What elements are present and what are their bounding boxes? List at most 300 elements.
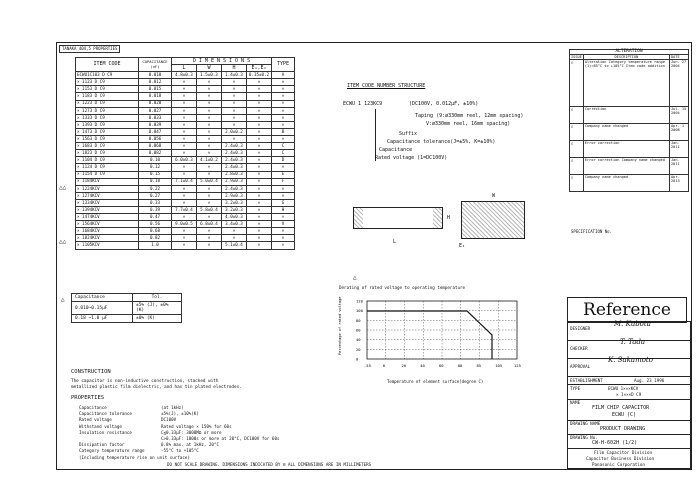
structure-code-note: (DC100V, 0.012µF, ±10%)	[409, 101, 479, 107]
dimension-cell: ×	[247, 221, 272, 228]
dimension-cell: 0.27	[139, 192, 172, 199]
dimension-cell: ×	[197, 107, 222, 114]
dimension-cell: D	[272, 157, 295, 164]
dimension-cell: ×	[247, 242, 272, 249]
structure-suffix: Suffix	[399, 131, 418, 137]
item-code-cell: × 1224KCV	[76, 185, 139, 192]
revision-marker: △	[353, 274, 357, 281]
alt-date: Jul. 15 2004	[670, 107, 689, 124]
item-code-cell: × 1474KCV	[76, 214, 139, 221]
dimension-cell: ×	[272, 100, 295, 107]
col-dimensions: D I M E N S I O N S	[172, 58, 272, 65]
tol-row-2-cap: 0.18 ~1.0 µF	[72, 315, 133, 323]
property-value: ±5%(J), ±10%(K)	[161, 411, 199, 417]
dimension-cell: ×	[222, 100, 247, 107]
dimension-cell: 0.82	[139, 235, 172, 242]
dimension-cell: 0.068	[139, 143, 172, 150]
dimension-cell: ×	[222, 114, 247, 121]
dimension-cell: A	[272, 72, 295, 79]
dimension-cell: 0.22	[139, 185, 172, 192]
dimension-cell: 2.9±0.3	[222, 192, 247, 199]
alt-col-issue: ISSUE	[571, 55, 582, 59]
dimension-cell: ×	[172, 150, 197, 157]
dimension-cell: 0.020	[139, 100, 172, 107]
dimension-cell: ×	[272, 214, 295, 221]
dimension-cell: ×	[197, 86, 222, 93]
item-code-cell: × 1824KCV	[76, 235, 139, 242]
dimension-cell: ×	[222, 107, 247, 114]
dimension-cell: ×	[172, 171, 197, 178]
tol-row-1-cap: 0.010~0.15µF	[72, 302, 133, 315]
dimension-cell: ×	[272, 242, 295, 249]
company-line-2: Capacitor Business Division	[586, 456, 655, 461]
dimension-cell: ×	[247, 93, 272, 100]
dimension-cell: ×	[172, 86, 197, 93]
dimension-cell: ×	[197, 214, 222, 221]
dimension-cell: ×	[197, 128, 222, 135]
property-label: Withstand voltage	[79, 423, 122, 429]
property-value: C>0.33µF: 1000s or more at 20°C, DC100V for 60s	[161, 436, 280, 441]
revision-marker: △△	[59, 238, 67, 245]
dimension-row	[76, 178, 295, 185]
dimension-cell: 0.039	[139, 121, 172, 128]
dimension-row	[76, 171, 295, 178]
alteration-row	[570, 60, 689, 107]
dim-label-w: W	[492, 193, 496, 199]
property-label: (Including temperature rise on unit surface)	[79, 454, 190, 460]
dimension-cell: 0.47	[139, 214, 172, 221]
dimension-cell: 6.8±0.4	[197, 221, 222, 228]
dimension-cell: ×	[247, 178, 272, 185]
dimension-cell: 0.12	[139, 164, 172, 171]
dimension-cell: ×	[272, 235, 295, 242]
dimension-cell: ×	[222, 79, 247, 86]
dimension-cell: E	[272, 171, 295, 178]
dimension-cell: ×	[172, 79, 197, 86]
col-w: W	[197, 65, 222, 72]
tol-row-1-tol: ±5% (J), ±0% (K)	[133, 302, 182, 315]
item-code-cell: × 1394KCV	[76, 206, 139, 213]
dimension-cell: ×	[247, 228, 272, 235]
dimension-cell: G	[272, 199, 295, 206]
dimension-cell: V	[272, 221, 295, 228]
dimension-cell: ×	[197, 192, 222, 199]
item-code-cell: × 1823 D C9	[76, 150, 139, 157]
dimension-cell: 2.4±0.3	[222, 164, 247, 171]
graph-xtick: 20	[401, 363, 407, 368]
checker-label: CHECKER	[570, 346, 588, 351]
dimension-cell: 0.033	[139, 114, 172, 121]
dimension-cell: 0.015	[139, 86, 172, 93]
dimension-row	[76, 164, 295, 171]
dimension-cell: 2.4±0.3	[222, 157, 247, 164]
product-name-2: ECWU (C)	[612, 412, 637, 418]
dimension-cell: 4.0±0.3	[222, 214, 247, 221]
item-code-cell: × 1564KCV	[76, 221, 139, 228]
dimension-row	[76, 72, 295, 79]
alt-date: Apr. 1 2008	[670, 124, 689, 141]
tolerance-table	[71, 293, 182, 323]
dimension-cell: ×	[197, 143, 222, 150]
dimension-cell: ×	[272, 164, 295, 171]
drawing-number-label: DRAWING No.	[570, 435, 598, 440]
item-code-cell: × 1104 D C9	[76, 157, 139, 164]
property-label: Capacitance tolerance	[79, 411, 132, 417]
dimension-cell: ×	[247, 185, 272, 192]
dimension-row	[76, 235, 295, 242]
checker-signature: T. Tada	[620, 338, 646, 346]
dimension-row	[76, 199, 295, 206]
dimension-cell: ×	[272, 93, 295, 100]
dimension-cell: 0.010	[139, 72, 172, 79]
property-label: Insulation resistance	[79, 429, 132, 435]
dimension-table	[75, 57, 295, 250]
graph-xtick: 125	[514, 363, 521, 368]
dimension-cell: 6.0±0.3	[172, 157, 197, 164]
item-code-cell: × 1473 D C9	[76, 128, 139, 135]
dimension-cell: ×	[197, 185, 222, 192]
dimension-cell: ×	[247, 136, 272, 143]
dimension-cell: 2.4±0.3	[222, 185, 247, 192]
tol-head-tol: Tol.	[133, 294, 182, 302]
item-code-cell: × 1334KCV	[76, 199, 139, 206]
dimension-cell: ×	[247, 206, 272, 213]
dimension-cell: 1.0	[139, 242, 172, 249]
dimension-row	[76, 157, 295, 164]
dimension-row	[76, 228, 295, 235]
revision-marker: △	[61, 296, 65, 303]
dimension-cell: 0.10	[139, 157, 172, 164]
designer-label: DESIGNER	[570, 326, 591, 331]
structure-title: ITEM CODE NUMBER STRUCTURE	[347, 83, 426, 89]
dimension-cell: ×	[172, 143, 197, 150]
graph-title: Derating of rated voltage to operating temperature	[339, 285, 466, 290]
alt-date: Jun. 27 2004	[670, 60, 689, 107]
dimension-cell: ×	[247, 79, 272, 86]
dimension-cell: 2.8±0.3	[222, 171, 247, 178]
dimension-cell: 5.1±0.4	[222, 242, 247, 249]
dimension-cell: ×	[172, 107, 197, 114]
graph-xtick: 105	[495, 363, 503, 368]
dimension-cell: ×	[272, 79, 295, 86]
dimension-cell: ×	[272, 185, 295, 192]
graph-xtick: 85	[476, 363, 482, 368]
alteration-row	[570, 175, 689, 192]
dimension-cell: ×	[272, 192, 295, 199]
dimension-cell: ×	[197, 164, 222, 171]
dimension-cell: ×	[247, 114, 272, 121]
dimension-row	[76, 107, 295, 114]
dimension-cell: 4.1±0.2	[197, 157, 222, 164]
property-label: Dissipation factor	[79, 442, 125, 448]
part-side-view	[353, 207, 443, 229]
dimension-row	[76, 136, 295, 143]
alt-issue: △	[570, 141, 584, 158]
structure-taping-1: Taping (9:ø330mm reel, 12mm spacing)	[415, 113, 524, 119]
reference-stamp: Reference	[567, 297, 687, 323]
drawing-name: PRODUCT DRAWING	[600, 426, 646, 432]
dimension-cell: ×	[197, 93, 222, 100]
alt-issue: △	[570, 124, 584, 141]
dimension-cell: 1.5±0.3	[197, 72, 222, 79]
drawing-number: CW-H-602H (1/2)	[592, 440, 638, 446]
property-value: 0.8% max. at 1kHz, 20°C	[161, 442, 219, 448]
dimension-cell: ×	[247, 192, 272, 199]
graph-xtick: 80	[457, 363, 463, 368]
dimension-cell: 0.027	[139, 107, 172, 114]
col-capacitance: CAPACITANCE (nF)	[139, 58, 172, 72]
alteration-row	[570, 158, 689, 175]
dimension-cell: ×	[247, 214, 272, 221]
alt-description: Correction	[583, 107, 669, 124]
item-code-cell: × 1563 D C9	[76, 136, 139, 143]
tol-head-cap: Capacitance	[72, 294, 133, 302]
col-item-code: ITEM CODE	[76, 58, 139, 72]
type-value-1: ECWU 1×××KCV	[608, 386, 639, 391]
item-code-cell: × 1154 D C9	[76, 171, 139, 178]
dimension-cell: 0.18	[139, 178, 172, 185]
dimension-cell: ×	[197, 114, 222, 121]
dimension-cell: 0.35±0.2	[247, 72, 272, 79]
dimension-cell: ×	[247, 86, 272, 93]
alteration-table	[569, 49, 689, 192]
dimension-row	[76, 100, 295, 107]
item-code-cell: × 1393 D C9	[76, 121, 139, 128]
dimension-cell: 4.8±0.3	[172, 72, 197, 79]
alt-col-date: DATE	[670, 55, 689, 60]
dimension-cell: ×	[197, 235, 222, 242]
alt-description: Alteration Category temperature range (1)=85°C to +105°C Item code addition	[583, 60, 669, 107]
dimension-cell: ×	[197, 79, 222, 86]
property-value: C≦0.33µF: 3000MΩ or more	[161, 429, 222, 435]
dimension-cell: 2.9±0.3	[222, 178, 247, 185]
dimension-row	[76, 206, 295, 213]
alt-date: Apr. 2013	[670, 175, 689, 192]
dimension-cell: ×	[172, 185, 197, 192]
dimension-cell: B	[272, 128, 295, 135]
alt-date: Jan. 2011	[670, 141, 689, 158]
dimension-cell: ×	[247, 199, 272, 206]
property-value: Rated voltage × 150% for 60s	[161, 423, 232, 429]
dimension-cell: 0.68	[139, 228, 172, 235]
item-code-cell: × 1105KCV	[76, 242, 139, 249]
dimension-cell: ×	[272, 114, 295, 121]
dimension-cell: ×	[172, 128, 197, 135]
dimension-cell: ×	[272, 107, 295, 114]
item-code-cell: × 1123 D C9	[76, 79, 139, 86]
dimension-cell: ×	[197, 171, 222, 178]
construction-text-1: The capacitor is non-inductive construction, stacked with	[71, 379, 219, 384]
drawing-sheet	[56, 42, 692, 470]
dimension-row	[76, 86, 295, 93]
dimension-cell: ×	[172, 93, 197, 100]
alt-date: Jan. 2011	[670, 158, 689, 175]
alt-issue: △	[570, 158, 584, 175]
approval-signature: K. Sakamoto	[608, 356, 653, 364]
dimension-cell: ×	[247, 100, 272, 107]
dimension-cell: H	[272, 206, 295, 213]
dimension-cell: ×	[222, 228, 247, 235]
company-line-3: Panasonic Corporation	[592, 462, 645, 467]
tol-row-2-tol: ±0% (K)	[133, 315, 182, 323]
establishment-label: ESTABLISHMENT	[570, 378, 603, 383]
graph-ytick: 100	[356, 308, 363, 314]
dimension-cell: 2.0±0.2	[222, 128, 247, 135]
dimension-cell: ×	[172, 214, 197, 221]
dimension-row	[76, 121, 295, 128]
structure-tolerance: Capacitance tolerance(J=±5%, K=±10%)	[387, 139, 496, 145]
construction-title: CONSTRUCTION	[71, 369, 111, 375]
name-label: NAME	[570, 400, 581, 405]
dimension-cell: 0.15	[139, 171, 172, 178]
dimension-cell: ×	[197, 136, 222, 143]
construction-text-2: metallized plastic film dielectric, and has tin plated electrodes.	[71, 385, 242, 390]
dimension-cell: 3.4±0.3	[222, 221, 247, 228]
item-code-cell: × 1333 D C9	[76, 114, 139, 121]
graph-xtick: 40	[420, 363, 425, 368]
properties-title: PROPERTIES	[71, 395, 105, 401]
item-code-cell: × 1153 D C9	[76, 86, 139, 93]
dimension-row	[76, 214, 295, 221]
dimension-row	[76, 192, 295, 199]
structure-capacitance: Capacitance	[379, 147, 413, 153]
dimension-row	[76, 128, 295, 135]
dimension-cell: 3.2±0.3	[222, 206, 247, 213]
alteration-row	[570, 141, 689, 158]
dimension-cell: ×	[247, 107, 272, 114]
dimension-cell: ×	[172, 199, 197, 206]
item-code-cell: × 1184KCV	[76, 178, 139, 185]
dimension-cell: ×	[222, 136, 247, 143]
dimension-cell: ×	[197, 121, 222, 128]
alt-issue: △	[570, 60, 584, 107]
corner-tag: TANAKA 404,5 PROPERTIES	[59, 45, 120, 53]
dimension-cell: 9.0±0.5	[172, 221, 197, 228]
graph-xlabel: Temperature of element surface(degree C)	[387, 379, 484, 384]
dim-label-h: H	[447, 215, 451, 221]
dimension-cell: ×	[272, 228, 295, 235]
title-block	[567, 321, 691, 469]
alt-description: Error correction Company name changed	[583, 158, 669, 175]
alt-issue: △	[570, 107, 584, 124]
dimension-row	[76, 114, 295, 121]
property-label: Category temperature range	[79, 448, 145, 454]
dimension-cell: ×	[172, 121, 197, 128]
dimension-row	[76, 221, 295, 228]
dimension-cell: ×	[222, 86, 247, 93]
property-label: Rated voltage	[79, 417, 112, 423]
property-value: -55°C to +105°C	[161, 448, 199, 454]
col-l: L	[172, 65, 197, 72]
dimension-cell: ×	[247, 121, 272, 128]
alt-description: Company name changed	[583, 124, 669, 141]
dimension-cell: ×	[247, 150, 272, 157]
dimension-cell: 0.018	[139, 93, 172, 100]
col-h: H	[222, 65, 247, 72]
alt-description: Company name changed	[583, 175, 669, 192]
dimension-cell: 0.056	[139, 136, 172, 143]
item-code-cell: ECWU1C103 D C9	[76, 72, 139, 79]
alteration-row	[570, 107, 689, 124]
dim-label-l: L	[393, 239, 397, 245]
dimension-cell: 1.4±0.3	[222, 72, 247, 79]
dim-label-e: E₁	[459, 243, 466, 249]
item-code-cell: × 1183 D C9	[76, 93, 139, 100]
dimension-cell: ×	[197, 150, 222, 157]
dimension-row	[76, 150, 295, 157]
structure-line	[375, 109, 376, 161]
dimension-cell: ×	[197, 100, 222, 107]
dimension-cell: F	[272, 178, 295, 185]
dimension-row	[76, 242, 295, 249]
property-label: Capacitance	[79, 405, 107, 410]
graph-xtick: -55	[364, 363, 371, 368]
dimension-cell: ×	[272, 136, 295, 143]
dimension-cell: 2.4±0.3	[222, 150, 247, 157]
revision-marker: △△	[59, 184, 67, 191]
dimension-cell: ×	[172, 235, 197, 242]
graph-ytick: 0	[356, 356, 359, 362]
dimension-cell: ×	[247, 143, 272, 150]
dimension-cell: 0.33	[139, 199, 172, 206]
dimension-cell: ×	[197, 242, 222, 249]
property-value: DC100V	[161, 417, 177, 423]
graph-ylabel: Percentage of rated voltage	[338, 296, 342, 355]
dimension-cell: 0.012	[139, 79, 172, 86]
dimension-cell: ×	[247, 171, 272, 178]
dimension-cell: ×	[247, 128, 272, 135]
alt-issue: △	[570, 175, 584, 192]
establishment-date: Aug. 23 1996	[634, 378, 665, 383]
dimension-cell: ×	[197, 199, 222, 206]
alt-col-description: DESCRIPTION	[583, 55, 669, 60]
graph-ytick: 40	[356, 337, 361, 343]
dimension-cell: 2.4±0.3	[222, 143, 247, 150]
dimension-cell: 5.0±0.4	[197, 178, 222, 185]
dimension-cell: ×	[172, 228, 197, 235]
col-type: TYPE	[272, 58, 295, 72]
item-code-cell: × 1274KCV	[76, 192, 139, 199]
drawing-name-label: DRAWING NAME	[570, 421, 601, 426]
product-name-1: FILM CHIP CAPACITOR	[592, 405, 650, 411]
dimension-row	[76, 79, 295, 86]
dimension-row	[76, 185, 295, 192]
alt-description: Error correction	[583, 141, 669, 158]
dimension-cell: 5.8±0.4	[197, 206, 222, 213]
graph-ytick: 60	[356, 327, 361, 333]
graph-xtick: 0	[382, 363, 386, 368]
graph-ytick: 80	[356, 317, 361, 323]
approval-label: APPROVAL	[570, 364, 591, 369]
dimension-cell: ×	[172, 192, 197, 199]
dimension-cell: 3.2±0.3	[222, 199, 247, 206]
item-code-cell: × 1124 D C9	[76, 164, 139, 171]
graph-ytick: 20	[356, 346, 361, 352]
dimension-cell: ×	[172, 164, 197, 171]
graph-xtick: 60	[439, 363, 444, 368]
dimension-cell: ×	[172, 136, 197, 143]
dimension-cell: ×	[222, 121, 247, 128]
dimension-row	[76, 93, 295, 100]
dimension-cell: 0.56	[139, 221, 172, 228]
item-code-cell: × 1684KCV	[76, 228, 139, 235]
company-line-1: Film Capacitor Division	[594, 450, 652, 455]
dimension-cell: 7.7±0.4	[172, 206, 197, 213]
drawing-footer: DO NOT SCALE DRAWING. DIMENSIONS INDICATED BY ® ALL DIMENSIONS ARE IN MILLIMETERS	[167, 462, 372, 467]
dimension-cell: ×	[272, 86, 295, 93]
dimension-cell: ×	[272, 121, 295, 128]
dimension-cell: ×	[247, 235, 272, 242]
